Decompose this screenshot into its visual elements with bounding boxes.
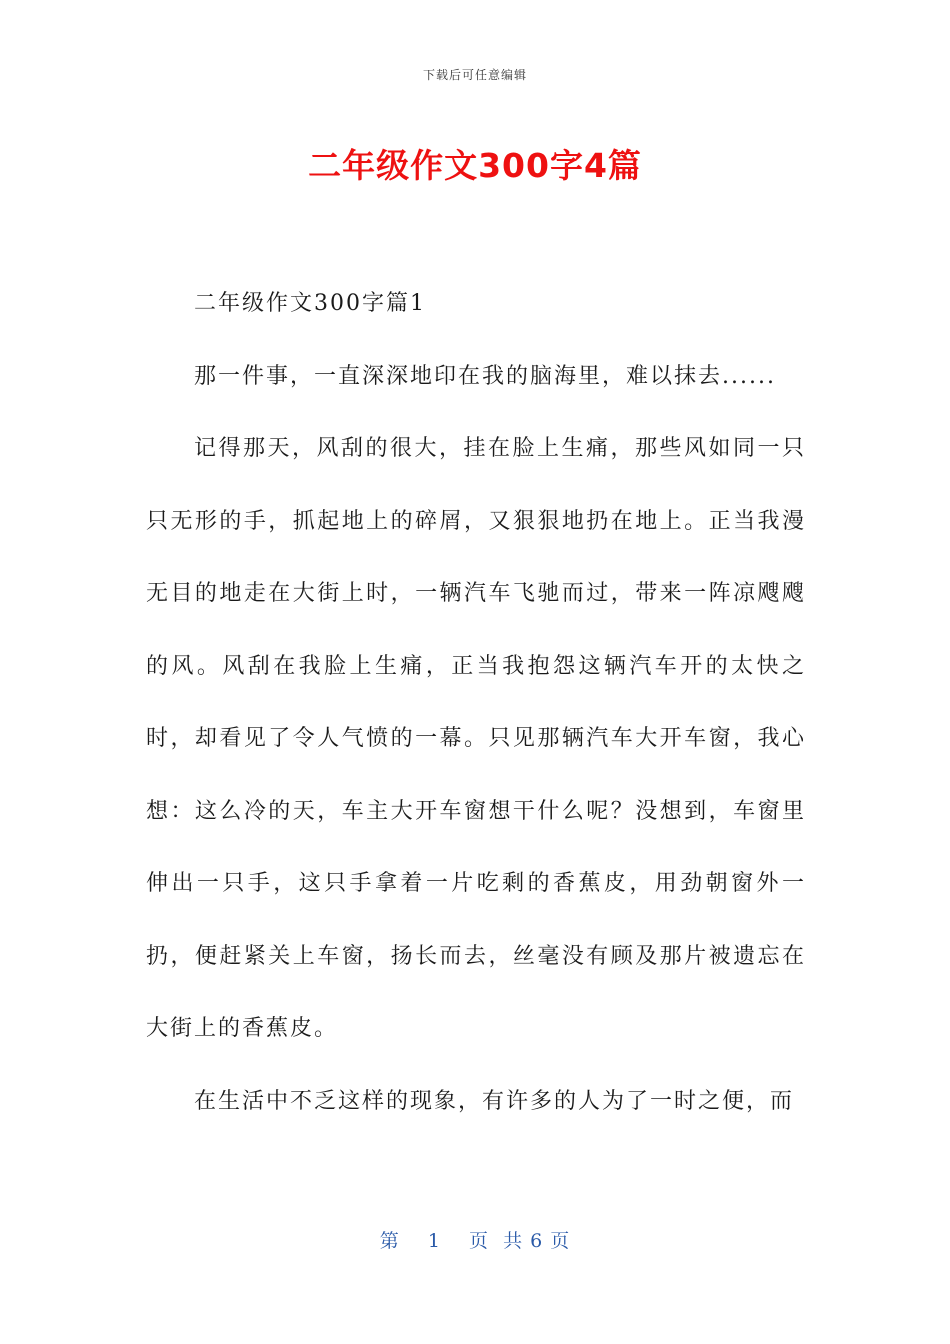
paragraph: 记得那天，风刮的很大，挂在脸上生痛，那些风如同一只只无形的手，抓起地上的碎屑，又狠狠地扔在地上。正当我漫无目的地走在大街上时，一辆汽车飞驰而过，带来一阵凉飕飕的风。风刮在我脸上生痛，正当我抱怨这辆汽车开的太快之时，却看见了令人气愤的一幕。只见那辆汽车大开车窗，我心想：这么冷的天，车主大开车窗想干什么呢？没想到，车窗里伸出一只手，这只手拿着一片吃剩的香蕉皮，用劲朝窗外一扔，便赶紧关上车窗，扬长而去，丝毫没有顾及那片被遗忘在大街上的香蕉皮。 bbox=[146, 436, 806, 1041]
header-note: 下载后可任意编辑 bbox=[422, 68, 527, 82]
document-body bbox=[146, 268, 806, 1138]
page-suffix: 页 bbox=[550, 1230, 571, 1252]
paragraph: 那一件事，一直深深地印在我的脑海里，难以抹去...... bbox=[194, 363, 776, 389]
page-indicator bbox=[0, 1226, 950, 1253]
page-mid: 页 共 bbox=[469, 1230, 524, 1252]
page-current: 1 bbox=[427, 1230, 441, 1252]
paragraph: 在生活中不乏这样的现象，有许多的人为了一时之便，而 bbox=[194, 1088, 795, 1114]
page-total: 6 bbox=[530, 1230, 544, 1252]
section-heading: 二年级作文300字篇1 bbox=[194, 291, 426, 316]
page-prefix: 第 bbox=[379, 1230, 400, 1252]
document-title: 二年级作文300字4篇 bbox=[308, 146, 642, 185]
